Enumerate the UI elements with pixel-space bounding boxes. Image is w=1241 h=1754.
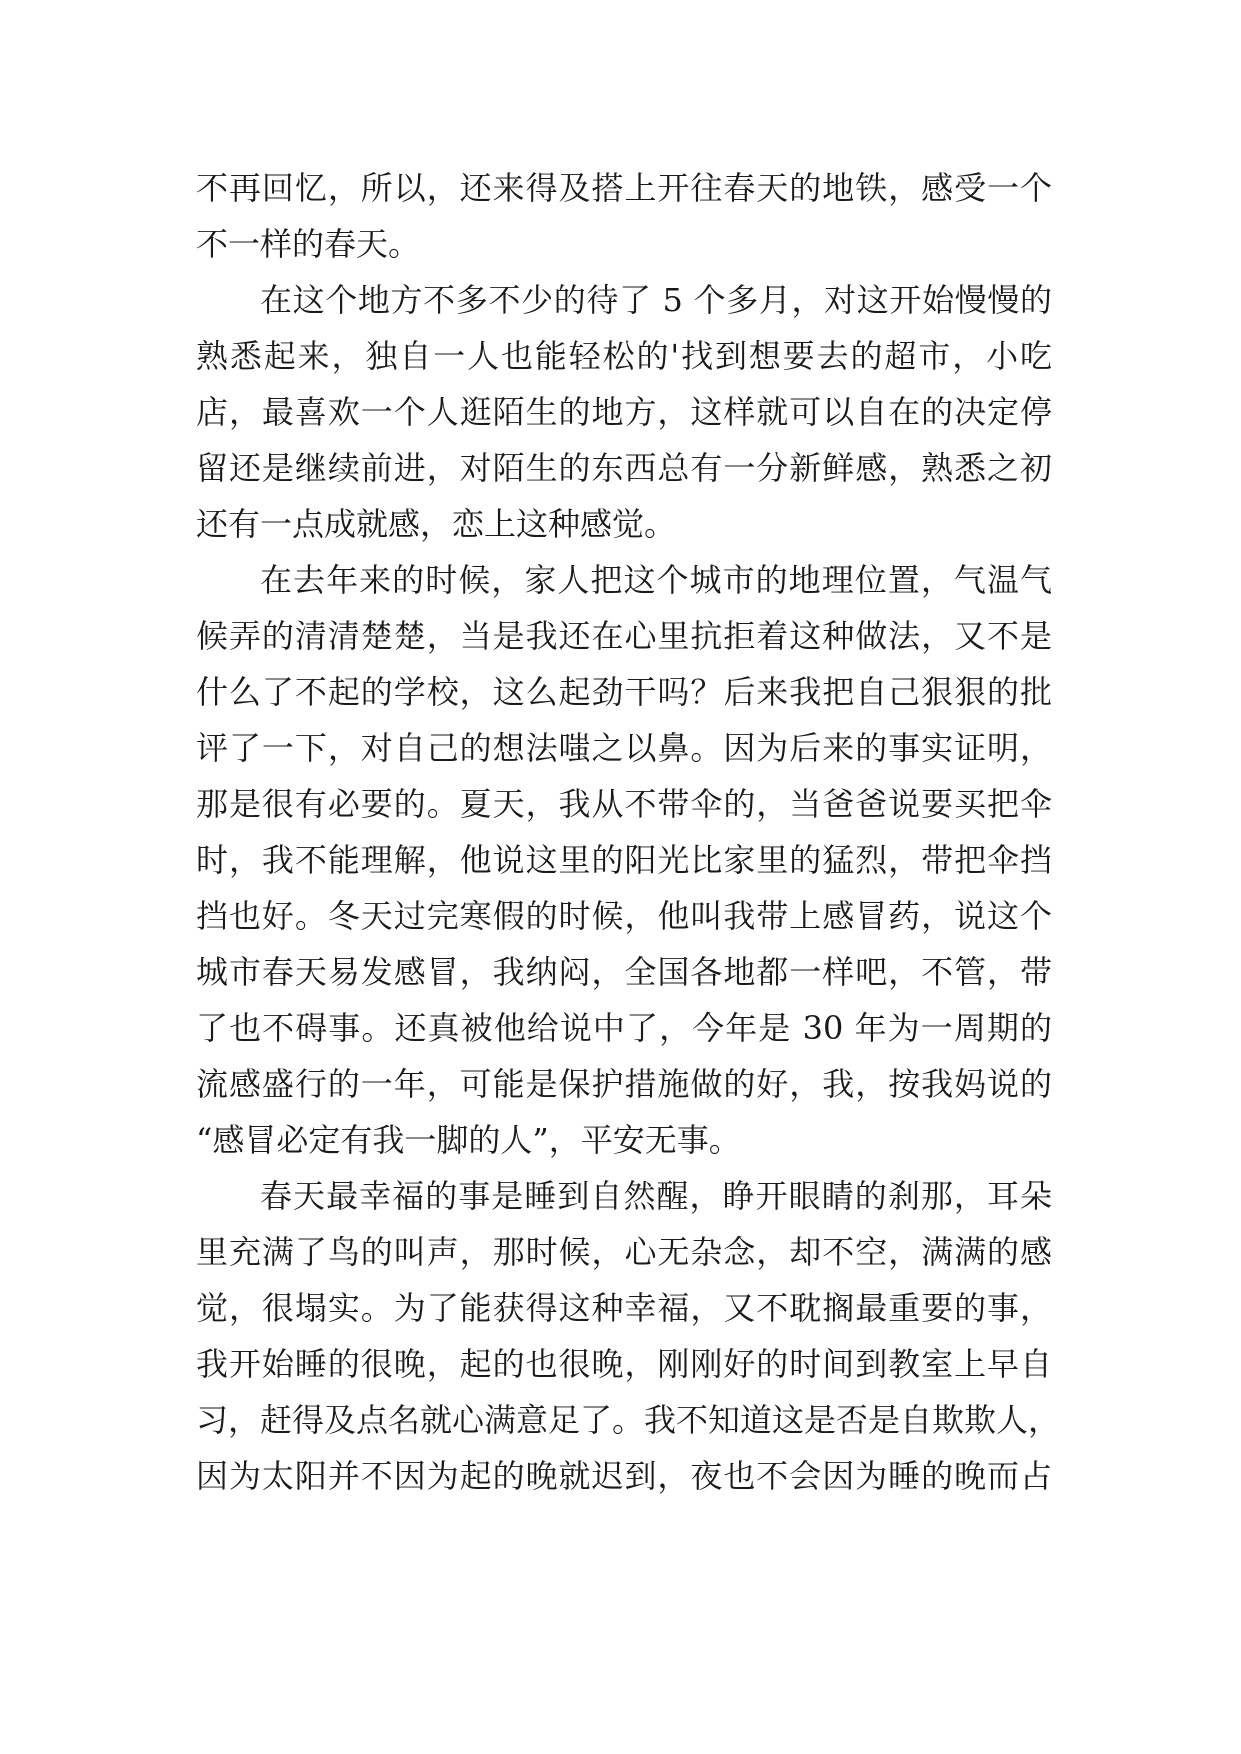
text-line: 城市春天易发感冒，我纳闷，全国各地都一样吧，不管，带 xyxy=(196,953,1052,991)
text-line: 不再回忆，所以，还来得及搭上开往春天的地铁，感受一个 xyxy=(196,169,1052,207)
text-line: 留还是继续前进，对陌生的东西总有一分新鲜感，熟悉之初 xyxy=(196,449,1052,487)
text-line: 里充满了鸟的叫声，那时候，心无杂念，却不空，满满的感 xyxy=(196,1233,1052,1271)
text-line: “感冒必定有我一脚的人”，平安无事。 xyxy=(196,1121,741,1159)
text-line: 时，我不能理解，他说这里的阳光比家里的猛烈，带把伞挡 xyxy=(196,841,1052,879)
text-line: 我开始睡的很晚，起的也很晚，刚刚好的时间到教室上早自 xyxy=(196,1345,1052,1383)
text-line: 不一样的春天。 xyxy=(196,225,421,263)
paragraph-first-line: 春天最幸福的事是睡到自然醒，睁开眼睛的刹那，耳朵 xyxy=(260,1177,1052,1215)
text-line: 流感盛行的一年，可能是保护措施做的好，我，按我妈说的 xyxy=(196,1065,1052,1103)
text-line: 那是很有必要的。夏天，我从不带伞的，当爸爸说要买把伞 xyxy=(196,785,1052,823)
paragraph-first-line: 在这个地方不多不少的待了 5 个多月，对这开始慢慢的 xyxy=(260,281,1052,319)
text-line: 因为太阳并不因为起的晚就迟到，夜也不会因为睡的晚而占 xyxy=(196,1457,1052,1495)
text-line: 熟悉起来，独自一人也能轻松的'找到想要去的超市，小吃 xyxy=(196,337,1052,375)
text-line: 习，赶得及点名就心满意足了。我不知道这是否是自欺欺人， xyxy=(196,1401,1061,1439)
paragraph-first-line: 在去年来的时候，家人把这个城市的地理位置，气温气 xyxy=(260,561,1052,599)
text-line: 什么了不起的学校，这么起劲干吗？后来我把自己狠狠的批 xyxy=(196,673,1052,711)
text-line: 候弄的清清楚楚，当是我还在心里抗拒着这种做法，又不是 xyxy=(196,617,1052,655)
body-text xyxy=(196,160,1061,1504)
text-line: 觉，很塌实。为了能获得这种幸福，又不耽搁最重要的事， xyxy=(196,1289,1052,1327)
text-line: 店，最喜欢一个人逛陌生的地方，这样就可以自在的决定停 xyxy=(196,393,1052,431)
text-line: 还有一点成就感，恋上这种感觉。 xyxy=(196,505,677,543)
text-line: 了也不碍事。还真被他给说中了，今年是 30 年为一周期的 xyxy=(196,1009,1052,1047)
text-line: 评了一下，对自己的想法嗤之以鼻。因为后来的事实证明， xyxy=(196,729,1052,767)
text-line: 挡也好。冬天过完寒假的时候，他叫我带上感冒药，说这个 xyxy=(196,897,1052,935)
